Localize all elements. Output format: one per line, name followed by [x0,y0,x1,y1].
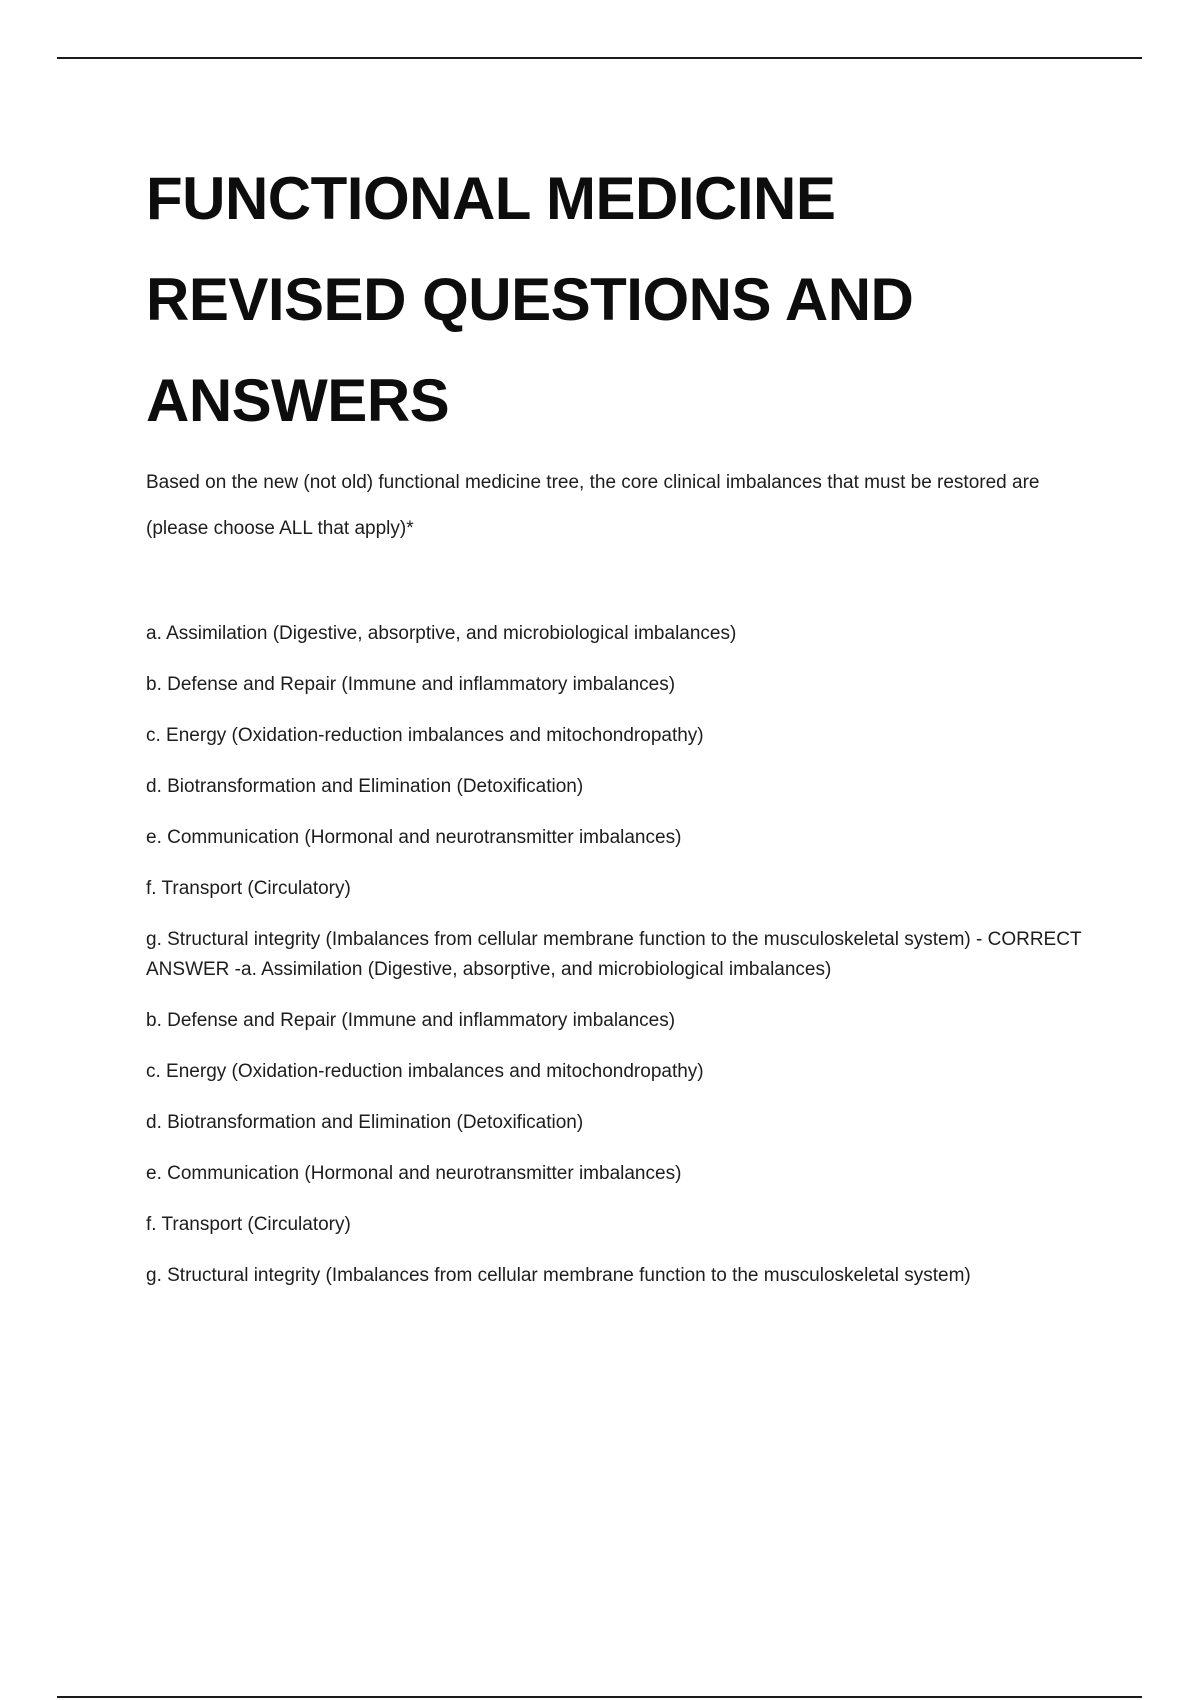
option-c: c. Energy (Oxidation-reduction imbalances and mitochondropathy) [146,725,704,746]
option-d: d. Biotransformation and Elimination (Detoxification) [146,776,584,797]
option-b: b. Defense and Repair (Immune and inflammatory imbalances) [146,674,676,695]
answer-c: c. Energy (Oxidation-reduction imbalances and mitochondropathy) [146,1061,704,1082]
option-g-with-correct-answer: g. Structural integrity (Imbalances from cellular membrane function to the musculoskeletal system) - CORRECT ANSWER -a. Assimilation (Digestive, absorptive, and microbiological imbalances) [146,929,1082,980]
question-text: Based on the new (not old) functional medicine tree, the core clinical imbalances that must be restored are [146,472,1040,493]
document-title [146,148,1096,451]
answer-f: f. Transport (Circulatory) [146,1214,351,1235]
answer-options-list [146,619,1096,1291]
answer-e: e. Communication (Hormonal and neurotransmitter imbalances) [146,1163,682,1184]
question-instruction: (please choose ALL that apply)* [146,518,414,539]
title-line-3: ANSWERS [146,367,450,434]
answer-g: g. Structural integrity (Imbalances from cellular membrane function to the musculoskeletal system) [146,1265,971,1286]
document-body [146,148,1096,1312]
top-divider [57,57,1142,59]
title-line-1: FUNCTIONAL MEDICINE [146,165,836,232]
title-line-2: REVISED QUESTIONS AND [146,266,914,333]
option-a: a. Assimilation (Digestive, absorptive, and microbiological imbalances) [146,623,737,644]
option-e: e. Communication (Hormonal and neurotransmitter imbalances) [146,827,682,848]
option-f: f. Transport (Circulatory) [146,878,351,899]
answer-b: b. Defense and Repair (Immune and inflammatory imbalances) [146,1010,676,1031]
bottom-divider [57,1696,1142,1698]
answer-d: d. Biotransformation and Elimination (Detoxification) [146,1112,584,1133]
